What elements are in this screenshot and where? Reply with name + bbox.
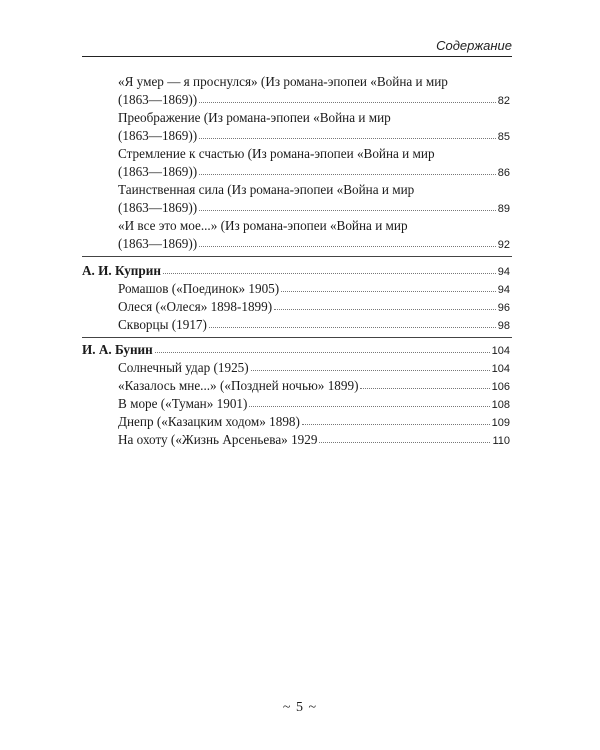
toc-entry-title-cont: (1863—1869)) bbox=[118, 92, 198, 107]
toc-entry-title-cont: (1863—1869)) bbox=[118, 128, 198, 143]
dot-leader bbox=[251, 359, 490, 371]
page-number: 92 bbox=[497, 239, 510, 251]
page-number: 108 bbox=[491, 399, 510, 411]
toc-author-bunin[interactable] bbox=[82, 341, 510, 359]
toc-entry[interactable] bbox=[118, 431, 510, 449]
running-head: Содержание bbox=[436, 38, 512, 53]
dot-leader bbox=[302, 413, 490, 425]
page-number: 104 bbox=[491, 363, 510, 375]
toc-entry[interactable] bbox=[118, 413, 510, 431]
toc-entry[interactable] bbox=[118, 395, 510, 413]
toc-entry-title: «Я умер — я проснулся» (Из романа-эпопеи «Война и мир bbox=[118, 74, 448, 89]
toc-entry-title-cont: (1863—1869)) bbox=[118, 236, 198, 251]
header-rule bbox=[82, 56, 512, 57]
toc-entry-title: «Казалось мне...» («Поздней ночью» 1899) bbox=[118, 378, 359, 393]
dot-leader bbox=[209, 316, 496, 328]
toc-author-kuprin[interactable] bbox=[82, 262, 510, 280]
author-name: А. И. Куприн bbox=[82, 263, 161, 278]
toc-entry[interactable] bbox=[118, 359, 510, 377]
page-number: 85 bbox=[497, 131, 510, 143]
dot-leader bbox=[360, 377, 489, 389]
dot-leader bbox=[274, 298, 496, 310]
toc-entry-title: Стремление к счастью (Из романа-эпопеи «Война и мир bbox=[118, 146, 435, 161]
toc-entry[interactable] bbox=[118, 280, 510, 298]
toc-entry[interactable] bbox=[118, 163, 510, 181]
dot-leader bbox=[281, 280, 496, 292]
dot-leader bbox=[155, 341, 490, 353]
dot-leader bbox=[199, 199, 496, 211]
section-divider bbox=[82, 256, 512, 257]
page-number: 98 bbox=[497, 320, 510, 332]
page-number: 89 bbox=[497, 203, 510, 215]
toc-entry[interactable] bbox=[118, 91, 510, 109]
toc-entry[interactable] bbox=[118, 199, 510, 217]
dot-leader bbox=[249, 395, 489, 407]
page-number: 82 bbox=[497, 95, 510, 107]
toc-entry-title: Днепр («Казацким ходом» 1898) bbox=[118, 414, 300, 429]
toc-entry[interactable] bbox=[118, 377, 510, 395]
dot-leader bbox=[319, 431, 490, 443]
toc-entry[interactable] bbox=[118, 235, 510, 253]
author-name: И. А. Бунин bbox=[82, 342, 153, 357]
toc-entry-title: На охоту («Жизнь Арсеньева» 1929 bbox=[118, 432, 318, 447]
toc-entry-title-cont: (1863—1869)) bbox=[118, 200, 198, 215]
toc-entry-title: Преображение (Из романа-эпопеи «Война и мир bbox=[118, 110, 391, 125]
toc-entry[interactable] bbox=[118, 127, 510, 145]
page-number: 106 bbox=[491, 381, 510, 393]
toc-entry-title: «И все это мое...» (Из романа-эпопеи «Война и мир bbox=[118, 218, 408, 233]
toc-entry-title: Таинственная сила (Из романа-эпопеи «Война и мир bbox=[118, 182, 415, 197]
page-number: 86 bbox=[497, 167, 510, 179]
dot-leader bbox=[199, 91, 496, 103]
page-number: 94 bbox=[497, 266, 510, 278]
page-number: 94 bbox=[497, 284, 510, 296]
dot-leader bbox=[199, 163, 496, 175]
toc-entry-title: Олеся («Олеся» 1898-1899) bbox=[118, 299, 273, 314]
toc-entry-title: Солнечный удар (1925) bbox=[118, 360, 249, 375]
section-divider bbox=[82, 337, 512, 338]
toc-entry[interactable] bbox=[118, 316, 510, 334]
toc-entry-title: Ромашов («Поединок» 1905) bbox=[118, 281, 280, 296]
toc-entry-title: Скворцы (1917) bbox=[118, 317, 207, 332]
toc-entry-title: В море («Туман» 1901) bbox=[118, 396, 248, 411]
dot-leader bbox=[199, 235, 496, 247]
page-number: 110 bbox=[492, 435, 510, 447]
page-number: 104 bbox=[491, 345, 510, 357]
dot-leader bbox=[199, 127, 496, 139]
toc-entry-title-cont: (1863—1869)) bbox=[118, 164, 198, 179]
page-number: 96 bbox=[497, 302, 510, 314]
page-folio: ~ 5 ~ bbox=[282, 700, 318, 715]
page-number: 109 bbox=[491, 417, 510, 429]
toc-entry[interactable] bbox=[118, 298, 510, 316]
dot-leader bbox=[163, 262, 496, 274]
